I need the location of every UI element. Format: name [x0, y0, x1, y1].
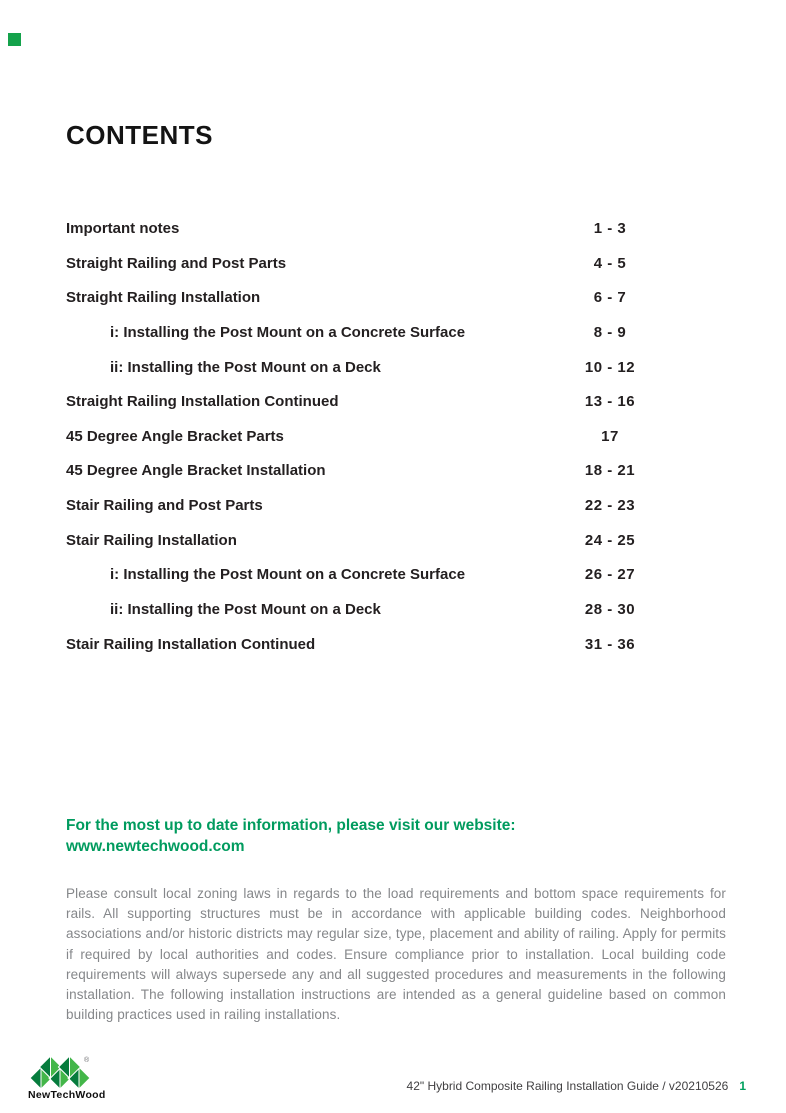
- toc-row: [66, 392, 726, 427]
- toc-row: [66, 531, 726, 566]
- toc-row: [66, 461, 726, 496]
- toc-row: [66, 219, 726, 254]
- newtechwood-logo: [28, 1054, 118, 1101]
- website-note: [66, 816, 686, 857]
- toc-entry-pages: 18 - 21: [584, 462, 636, 480]
- toc-entry-pages: 28 - 30: [584, 601, 636, 619]
- toc-entry-label: ii: Installing the Post Mount on a Deck: [110, 358, 381, 376]
- website-note-text: For the most up to date information, please visit our website:: [66, 817, 516, 834]
- toc-entry-label: ii: Installing the Post Mount on a Deck: [110, 601, 381, 619]
- toc-entry-pages: 1 - 3: [593, 220, 627, 237]
- toc-entry-label: Stair Railing Installation: [66, 531, 237, 549]
- toc-entry-label: Straight Railing and Post Parts: [66, 254, 287, 272]
- footer-page-number: 1: [739, 1079, 746, 1093]
- toc-entry-label: Stair Railing and Post Parts: [66, 497, 263, 515]
- toc-entry-pages: 22 - 23: [584, 497, 636, 515]
- newtechwood-diamonds-icon: [28, 1054, 110, 1090]
- toc-entry-label: 45 Degree Angle Bracket Installation: [66, 462, 326, 480]
- toc-entry-pages: 6 - 7: [593, 289, 627, 307]
- toc-entry-pages: 26 - 27: [584, 566, 636, 584]
- toc-row: [66, 427, 726, 462]
- disclaimer-paragraph: Please consult local zoning laws in regards to the load requirements and bottom space requirements for rails. All supporting structures must be in accordance with applicable building codes. Neighborhood associations and/or historic districts may regular size, type, placement and ability of railing. Apply for permits if required by local authorities and codes. Ensure compliance prior to installation. Local building code requirements will always supersede any and all suggested procedures and measurements in the following installation. The following installation instructions are intended as a general guideline based on common building practices used in railing installations.: [66, 886, 726, 1023]
- toc-entry-label: i: Installing the Post Mount on a Concrete Surface: [110, 323, 466, 341]
- footer-guide-title: 42" Hybrid Composite Railing Installation Guide / v20210526: [406, 1079, 729, 1093]
- toc-entry-label: Stair Railing Installation Continued: [66, 635, 316, 653]
- toc-entry-pages: 17: [601, 427, 619, 445]
- toc-entry-pages: 8 - 9: [593, 323, 627, 341]
- toc-entry-pages: 31 - 36: [584, 635, 636, 653]
- toc-row: [66, 323, 726, 358]
- toc-row: [66, 288, 726, 323]
- brand-wordmark: NewTechWood: [28, 1089, 106, 1101]
- toc-entry-pages: 13 - 16: [584, 393, 636, 411]
- toc-row: [66, 635, 726, 670]
- toc-row: [66, 254, 726, 289]
- toc-entry-pages: 24 - 25: [584, 531, 636, 549]
- registered-mark-icon: ®: [84, 1057, 90, 1064]
- toc-row: [66, 496, 726, 531]
- toc-row: [66, 600, 726, 635]
- toc-entry-label: Straight Railing Installation Continued: [66, 393, 339, 411]
- toc-entry-pages: 10 - 12: [584, 358, 636, 376]
- footer: [407, 1079, 746, 1093]
- website-url[interactable]: www.newtechwood.com: [66, 837, 245, 855]
- toc-entry-label: 45 Degree Angle Bracket Parts: [66, 427, 284, 445]
- green-corner-mark: [8, 33, 21, 46]
- toc-entry-label: Important notes: [66, 220, 180, 237]
- toc-row: [66, 565, 726, 600]
- table-of-contents: [66, 219, 726, 669]
- toc-entry-pages: 4 - 5: [593, 254, 627, 272]
- toc-entry-label: Straight Railing Installation: [66, 289, 261, 307]
- toc-entry-label: i: Installing the Post Mount on a Concrete Surface: [110, 566, 466, 584]
- toc-row: [66, 358, 726, 393]
- page-title: CONTENTS: [66, 120, 213, 151]
